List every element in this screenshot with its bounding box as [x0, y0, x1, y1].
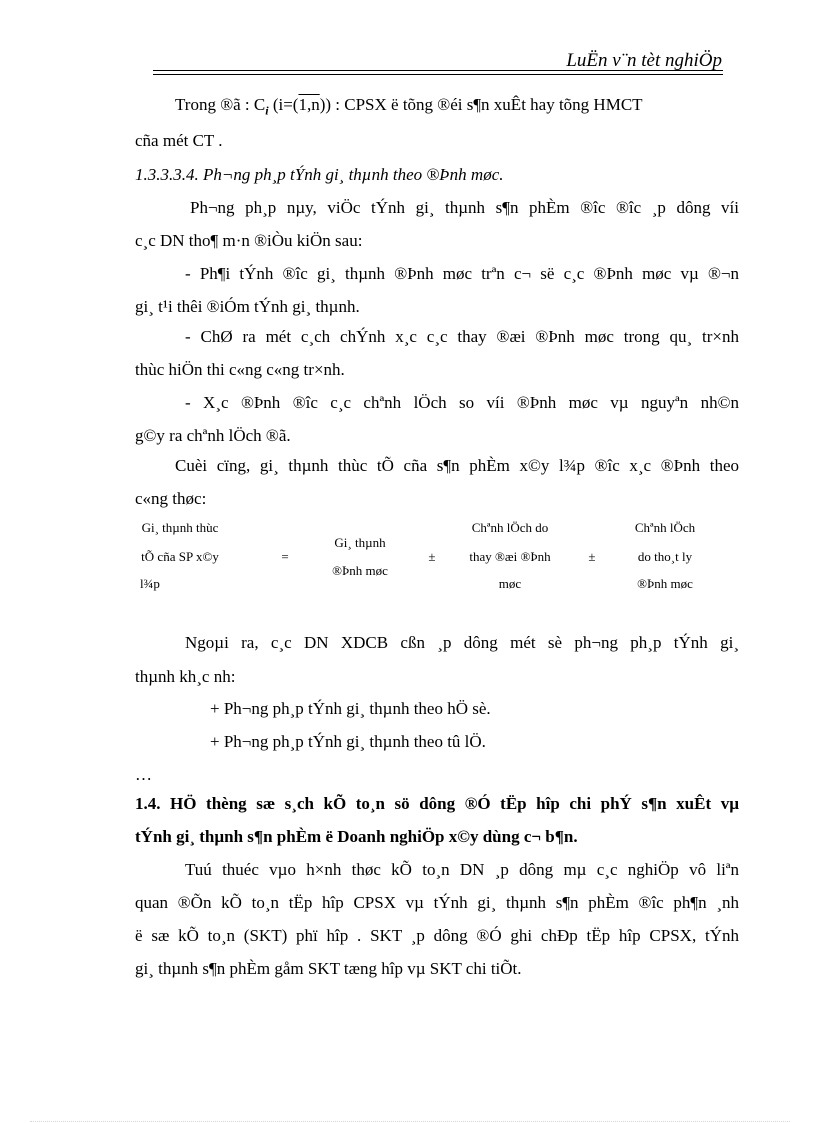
formula-operator: =: [281, 549, 289, 564]
header-title: LuËn v¨n tèt nghiÖp: [566, 50, 722, 71]
list-item: - Ph¶i tÝnh ®îc gi¸ thµnh ®Þnh møc trªn c¬ së c¸c ®Þnh møc vµ ®¬n: [185, 264, 739, 283]
formula-term-deviation: do tho¸t ly: [637, 549, 693, 564]
list-item: + Ph¬ng ph¸p tÝnh gi¸ thµnh theo tû lÖ.: [210, 732, 486, 751]
index-open: (i=(: [272, 95, 299, 114]
list-item: - X¸c ®Þnh ®îc c¸c chªnh lÖch so víi ®Þnh møc vµ nguyªn nh©n: [185, 393, 739, 412]
formula-term-standard-change: møc: [498, 576, 522, 591]
formula-term-standard-change: Chªnh lÖch do: [471, 520, 549, 535]
page-bottom-border: [30, 1121, 790, 1122]
paragraph-line: g©y ra chªnh lÖch ®ã.: [135, 426, 291, 445]
paragraph-line: quan ®Õn kÕ to¸n tËp hîp CPSX vµ tÝnh gi¸ thµnh s¶n phÈm ®îc ph¶n ¸nh: [135, 893, 739, 912]
formula-term-actual-cost: tÕ cña SP x©y: [141, 549, 219, 564]
header-rule-thick: [153, 70, 723, 71]
section-heading: 1.4. HÖ thèng sæ s¸ch kÕ to¸n sö dông ®Ó tËp hîp chi phÝ s¶n xuÊt vµ: [135, 794, 739, 813]
formula-operator: ±: [428, 549, 436, 564]
section-heading: 1.3.3.3.4. Ph¬ng ph¸p tÝnh gi¸ thµnh theo ®Þnh møc.: [135, 165, 504, 184]
ellipsis: …: [135, 765, 152, 784]
line-text: Trong ®ã : C: [175, 95, 266, 114]
paragraph-line: c¸c DN tho¶ m·n ®iÒu kiÖn sau:: [135, 231, 363, 250]
formula-term-actual-cost: l¾p: [140, 576, 160, 591]
paragraph-line: thùc hiÖn thi c«ng c«ng tr×nh.: [135, 360, 345, 379]
subscript: i: [265, 103, 269, 118]
list-item: - ChØ ra mét c¸ch chÝnh x¸c c¸c thay ®æi ®Þnh møc trong qu¸ tr×nh: [185, 327, 739, 346]
formula-term-actual-cost: Gi¸ thµnh thùc: [141, 520, 219, 535]
paragraph-line: [135, 94, 739, 121]
paragraph-line: gi¸ t¹i thêi ®iÓm tÝnh gi¸ thµnh.: [135, 297, 360, 316]
paragraph-line: cña mét CT .: [135, 131, 223, 150]
paragraph-line: gi¸ thµnh s¶n phÈm gåm SKT tæng hîp vµ SKT chi tiÕt.: [135, 959, 522, 978]
section-heading: tÝnh gi¸ thµnh s¶n phÈm ë Doanh nghiÖp x©y dùng c¬ b¶n.: [135, 827, 578, 846]
paragraph-line: Ngoµi ra, c¸c DN XDCB cßn ¸p dông mét sè ph¬ng ph¸p tÝnh gi¸: [185, 633, 739, 652]
formula-operator: ±: [588, 549, 596, 564]
header-rule-thin: [153, 74, 723, 75]
paragraph-line: c«ng thøc:: [135, 489, 207, 508]
paragraph-line: ë sæ kÕ to¸n (SKT) phï hîp . SKT ¸p dông ®Ó ghi chÐp tËp hîp CPSX, tÝnh: [135, 926, 739, 945]
formula-term-standard-cost: ®Þnh møc: [332, 563, 388, 578]
formula-term-standard-cost: Gi¸ thµnh: [334, 535, 386, 550]
formula-term-deviation: Chªnh lÖch: [634, 520, 696, 535]
list-item: + Ph¬ng ph¸p tÝnh gi¸ thµnh theo hÖ sè.: [210, 699, 491, 718]
paragraph-line: Tuú thuéc vµo h×nh thøc kÕ to¸n DN ¸p dông mµ c¸c nghiÖp vô liªn: [185, 860, 739, 879]
paragraph-line: Cuèi cïng, gi¸ thµnh thùc tÕ cña s¶n phÈm x©y l¾p ®îc x¸c ®Þnh theo: [175, 456, 739, 475]
paragraph-line: thµnh kh¸c nh:: [135, 667, 236, 686]
index-overline: 1,n: [298, 95, 320, 114]
index-close: )) : CPSX ë tõng ®éi s¶n xuÊt hay tõng HMCT: [319, 95, 643, 114]
formula-term-standard-change: thay ®æi ®Þnh: [469, 549, 551, 564]
paragraph-line: Ph¬ng ph¸p nµy, viÖc tÝnh gi¸ thµnh s¶n phÈm ®îc ®îc ¸p dông víi: [190, 198, 739, 217]
formula-term-deviation: ®Þnh møc: [637, 576, 693, 591]
